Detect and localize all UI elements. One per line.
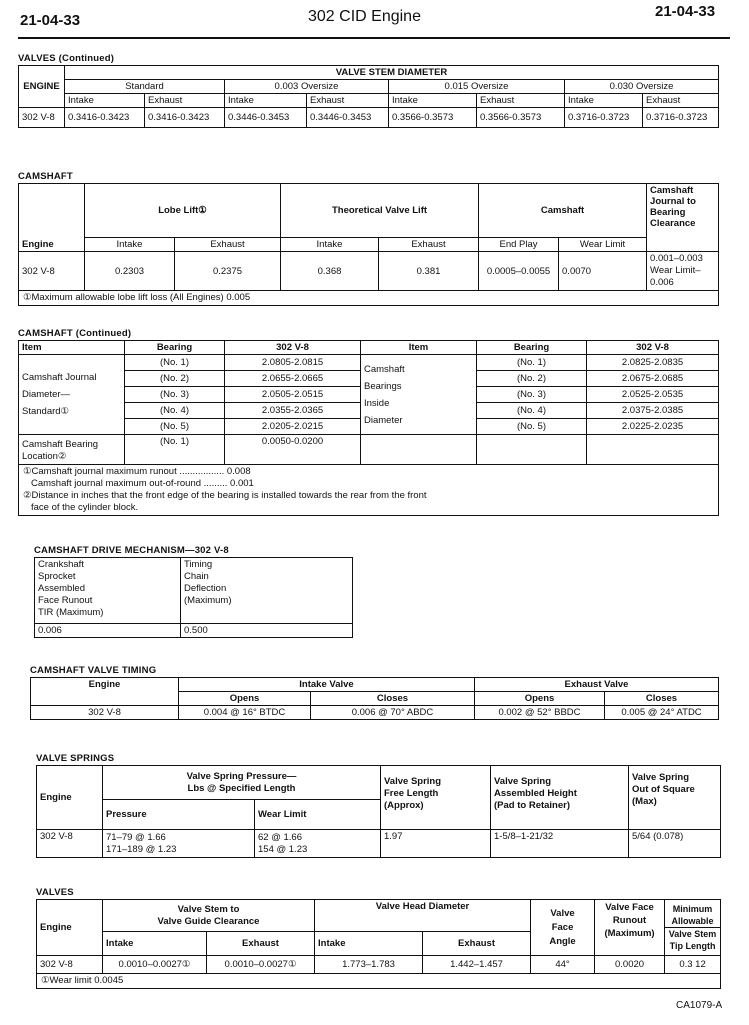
sub-intake: Intake	[103, 932, 207, 956]
col-out-of-square	[629, 766, 721, 830]
label-line: Free Length	[384, 788, 439, 799]
col-exhaust-valve: Exhaust Valve	[475, 678, 719, 692]
col-tip-length	[665, 900, 721, 956]
label-line: Valve Guide Clearance	[157, 915, 260, 927]
journal-label	[19, 355, 125, 435]
cell: 0.0050-0.0200	[225, 435, 361, 465]
footnote: ①Wear limit 0.0045	[37, 974, 721, 989]
cell: 5/64 (0.078)	[629, 830, 721, 858]
valve-stem-diameter-table	[18, 65, 719, 128]
label-line: Camshaft Bearing	[22, 439, 99, 450]
sub-opens: Opens	[179, 692, 311, 706]
cell: 0.006	[35, 624, 181, 638]
cell: 0.0010–0.0027①	[207, 956, 315, 974]
location-label	[19, 435, 125, 465]
camshaft-continued-section	[18, 327, 719, 516]
valve-springs-table	[36, 765, 721, 858]
label-line: Lbs @ Specified Length	[187, 782, 296, 794]
cell: (No. 5)	[125, 419, 225, 435]
sub-intake: Intake	[389, 94, 477, 108]
label-line: Valve Stem	[665, 927, 720, 940]
inside-label	[361, 355, 477, 435]
label-line: Deflection	[184, 583, 227, 594]
cell: (No. 1)	[125, 355, 225, 371]
col-engine: Engine	[31, 678, 179, 706]
section-title: CAMSHAFT	[18, 171, 73, 182]
footnote-line: ②Distance in inches that the front edge of the bearing is installed towards the rear from the front	[23, 490, 427, 501]
cell: 1-5/8–1-21/32	[491, 830, 629, 858]
label-line: Assembled	[38, 583, 85, 594]
col-head-diameter: Valve Head Diameter	[315, 900, 531, 932]
sprocket-label	[35, 558, 181, 624]
label-line: Valve Spring	[494, 776, 552, 787]
col-bearing: Bearing	[125, 341, 225, 355]
valve-timing-section	[30, 664, 719, 720]
cell: (No. 4)	[125, 403, 225, 419]
col-pressure-group	[103, 766, 381, 800]
col-item: Item	[361, 341, 477, 355]
label-line: (Maximum)	[184, 595, 232, 606]
col-runout	[595, 900, 665, 956]
value-line: 171–189 @ 1.23	[106, 843, 177, 855]
label-line: Minimum	[672, 904, 713, 914]
label-line: TIR (Maximum)	[38, 607, 104, 618]
clearance-value: 0.001–0.003	[650, 253, 703, 264]
sub-exhaust: Exhaust	[175, 238, 281, 252]
cell: 0.2375	[175, 252, 281, 291]
col-engine: Engine	[19, 184, 85, 252]
cell	[587, 435, 719, 465]
cell: 302 V-8	[37, 956, 103, 974]
cell: (No. 5)	[477, 419, 587, 435]
sub-intake: Intake	[565, 94, 643, 108]
label-line: (Max)	[632, 796, 657, 807]
label-line: (Maximum)	[604, 928, 655, 939]
label-line: Face	[551, 921, 574, 933]
valve-springs-section	[36, 752, 721, 858]
table-row	[19, 435, 719, 465]
label-line: Valve Stem to	[177, 903, 240, 915]
cell: 2.0355-2.0365	[225, 403, 361, 419]
valves-continued-section	[18, 52, 719, 128]
col-intake-valve: Intake Valve	[179, 678, 475, 692]
cell: 0.3416-0.3423	[145, 108, 225, 128]
label-line: Valve Face	[605, 902, 654, 913]
col-assembled-height	[491, 766, 629, 830]
section-title: CAMSHAFT DRIVE MECHANISM—302 V-8	[34, 545, 229, 556]
section-title: VALVES	[36, 887, 74, 898]
cell: 2.0505-2.0515	[225, 387, 361, 403]
col-face-angle	[531, 900, 595, 956]
clearance-wear: Wear Limit–0.006	[650, 265, 701, 288]
cell: (No. 3)	[125, 387, 225, 403]
value-line: 154 @ 1.23	[258, 843, 308, 855]
cell: 302 V-8	[37, 830, 103, 858]
cell: (No. 1)	[125, 435, 225, 465]
col-engine: Engine	[37, 900, 103, 956]
sub-end-play: End Play	[479, 238, 559, 252]
chain-label	[181, 558, 353, 624]
cell: 2.0525-2.0535	[587, 387, 719, 403]
sub-exhaust: Exhaust	[307, 94, 389, 108]
label-line: Bearings	[364, 380, 402, 392]
cell: (No. 2)	[125, 371, 225, 387]
cell: 302 V-8	[31, 706, 179, 720]
cell: 0.006 @ 70° ABDC	[311, 706, 475, 720]
col-015: 0.015 Oversize	[389, 80, 565, 94]
label-line: (Approx)	[384, 800, 424, 811]
value-line: 62 @ 1.66	[258, 831, 302, 843]
label-line: Tip Length	[669, 941, 716, 951]
label-line: Standard①	[22, 406, 70, 417]
page-header	[0, 0, 749, 40]
cell: 2.0805-2.0815	[225, 355, 361, 371]
cell: 0.004 @ 16° BTDC	[179, 706, 311, 720]
sub-intake: Intake	[85, 238, 175, 252]
cell: 302 V-8	[19, 252, 85, 291]
cell: 2.0205-2.0215	[225, 419, 361, 435]
cell: 0.368	[281, 252, 379, 291]
camshaft-table	[18, 183, 719, 306]
sub-intake: Intake	[281, 238, 379, 252]
sub-intake: Intake	[65, 94, 145, 108]
cell: 1.97	[381, 830, 491, 858]
label-line: Chain	[184, 571, 209, 582]
cell: 0.3566-0.3573	[477, 108, 565, 128]
footnote-line: Camshaft journal maximum out-of-round ......... 0.001	[31, 478, 254, 489]
label-line: Sprocket	[38, 571, 76, 582]
label-line: Assembled Height	[494, 788, 577, 799]
valve-timing-table	[30, 677, 719, 720]
footnote-line: ①Camshaft journal maximum runout ................. 0.008	[23, 466, 251, 477]
page-number-left: 21-04-33	[20, 12, 81, 29]
cell: 1.773–1.783	[315, 956, 423, 974]
cell: 0.2303	[85, 252, 175, 291]
cell: 0.0070	[559, 252, 647, 291]
sub-intake: Intake	[225, 94, 307, 108]
table-row	[35, 624, 353, 638]
cell	[255, 830, 381, 858]
sub-exhaust: Exhaust	[207, 932, 315, 956]
camshaft-section	[18, 170, 719, 306]
cell	[647, 252, 719, 291]
sub-intake: Intake	[315, 932, 423, 956]
label-line: Location②	[22, 451, 67, 462]
cell: 0.0020	[595, 956, 665, 974]
label-line: Valve Spring	[632, 772, 690, 783]
sub-wear-limit: Wear Limit	[255, 800, 381, 830]
table-row	[37, 956, 721, 974]
col-theoretical: Theoretical Valve Lift	[281, 184, 479, 238]
label-line: Valve Spring	[384, 776, 442, 787]
camshaft-bearing-table	[18, 340, 719, 516]
page-number-right: 21-04-33	[655, 3, 716, 20]
cell	[361, 435, 477, 465]
cell: 0.0005–0.0055	[479, 252, 559, 291]
label-line: Valve	[550, 907, 575, 919]
value-line: 71–79 @ 1.66	[106, 831, 166, 843]
header-rule	[18, 37, 730, 39]
valves-table	[36, 899, 721, 989]
cell: 0.3446-0.3453	[225, 108, 307, 128]
label-line: Diameter—	[22, 389, 71, 400]
sub-wear-limit: Wear Limit	[559, 238, 647, 252]
col-lobe-lift: Lobe Lift①	[85, 184, 281, 238]
label-line: Timing	[184, 559, 213, 570]
col-bearing: Bearing	[477, 341, 587, 355]
cell: (No. 4)	[477, 403, 587, 419]
cell: 0.500	[181, 624, 353, 638]
table-row	[19, 108, 719, 128]
cell: 2.0825-2.0835	[587, 355, 719, 371]
cell: 0.3416-0.3423	[65, 108, 145, 128]
cell: 0.3716-0.3723	[565, 108, 643, 128]
sub-exhaust: Exhaust	[643, 94, 719, 108]
table-row	[19, 355, 719, 371]
sub-exhaust: Exhaust	[379, 238, 479, 252]
label-line: Camshaft	[364, 363, 405, 375]
col-journal-clearance: Camshaft Journal to Bearing Clearance	[647, 184, 719, 252]
table-row	[37, 830, 721, 858]
cell	[477, 435, 587, 465]
footnotes	[19, 465, 719, 516]
col-clearance	[103, 900, 315, 932]
label-line: Camshaft Journal	[22, 372, 97, 383]
drive-mechanism-section	[34, 544, 353, 638]
cell: 2.0655-2.0665	[225, 371, 361, 387]
figure-code: CA1079-A	[676, 1000, 723, 1011]
cell	[103, 830, 255, 858]
col-v8: 302 V-8	[587, 341, 719, 355]
cell: 0.3 12	[665, 956, 721, 974]
label-line: Crankshaft	[38, 559, 84, 570]
valves-section	[36, 886, 721, 989]
cell: 0.3716-0.3723	[643, 108, 719, 128]
col-v8: 302 V-8	[225, 341, 361, 355]
sub-exhaust: Exhaust	[145, 94, 225, 108]
cell: (No. 1)	[477, 355, 587, 371]
cell: 0.381	[379, 252, 479, 291]
label-line: Allowable	[671, 916, 714, 926]
footnote-line: face of the cylinder block.	[31, 502, 139, 513]
cell: 1.442–1.457	[423, 956, 531, 974]
col-engine: Engine	[37, 766, 103, 830]
col-group: VALVE STEM DIAMETER	[65, 66, 719, 80]
cell: 2.0225-2.0235	[587, 419, 719, 435]
drive-table	[34, 557, 353, 638]
section-title: VALVE SPRINGS	[36, 753, 115, 764]
sub-exhaust: Exhaust	[477, 94, 565, 108]
label-line: Face Runout	[38, 595, 93, 606]
cell: 0.0010–0.0027①	[103, 956, 207, 974]
col-engine: ENGINE	[19, 66, 65, 108]
sub-opens: Opens	[475, 692, 605, 706]
cell: 0.005 @ 24° ATDC	[605, 706, 719, 720]
col-003: 0.003 Oversize	[225, 80, 389, 94]
col-item: Item	[19, 341, 125, 355]
col-standard: Standard	[65, 80, 225, 94]
cell: 302 V-8	[19, 108, 65, 128]
sub-exhaust: Exhaust	[423, 932, 531, 956]
cell: 0.3446-0.3453	[307, 108, 389, 128]
cell: (No. 2)	[477, 371, 587, 387]
sub-pressure: Pressure	[103, 800, 255, 830]
cell: 2.0675-2.0685	[587, 371, 719, 387]
table-row	[31, 706, 719, 720]
col-camshaft: Camshaft	[479, 184, 647, 238]
label-line: Valve Spring Pressure—	[186, 770, 297, 782]
label-line: Runout	[612, 915, 647, 926]
col-free-length	[381, 766, 491, 830]
footnote: ①Maximum allowable lobe lift loss (All Engines) 0.005	[19, 291, 719, 306]
cell: 44°	[531, 956, 595, 974]
label-line: Angle	[549, 935, 576, 947]
cell: 0.3566-0.3573	[389, 108, 477, 128]
table-row	[19, 252, 719, 291]
section-title: CAMSHAFT (Continued)	[18, 328, 132, 339]
page-title: 302 CID Engine	[308, 8, 421, 25]
cell: 0.002 @ 52° BBDC	[475, 706, 605, 720]
label-line: Inside	[364, 397, 390, 409]
label-line: Diameter	[364, 414, 403, 426]
section-title: VALVES (Continued)	[18, 53, 115, 64]
cell: 2.0375-2.0385	[587, 403, 719, 419]
label-line: (Pad to Retainer)	[494, 800, 571, 811]
section-title: CAMSHAFT VALVE TIMING	[30, 665, 157, 676]
col-030: 0.030 Oversize	[565, 80, 719, 94]
sub-closes: Closes	[311, 692, 475, 706]
sub-closes: Closes	[605, 692, 719, 706]
label-line: Out of Square	[632, 784, 695, 795]
cell: (No. 3)	[477, 387, 587, 403]
